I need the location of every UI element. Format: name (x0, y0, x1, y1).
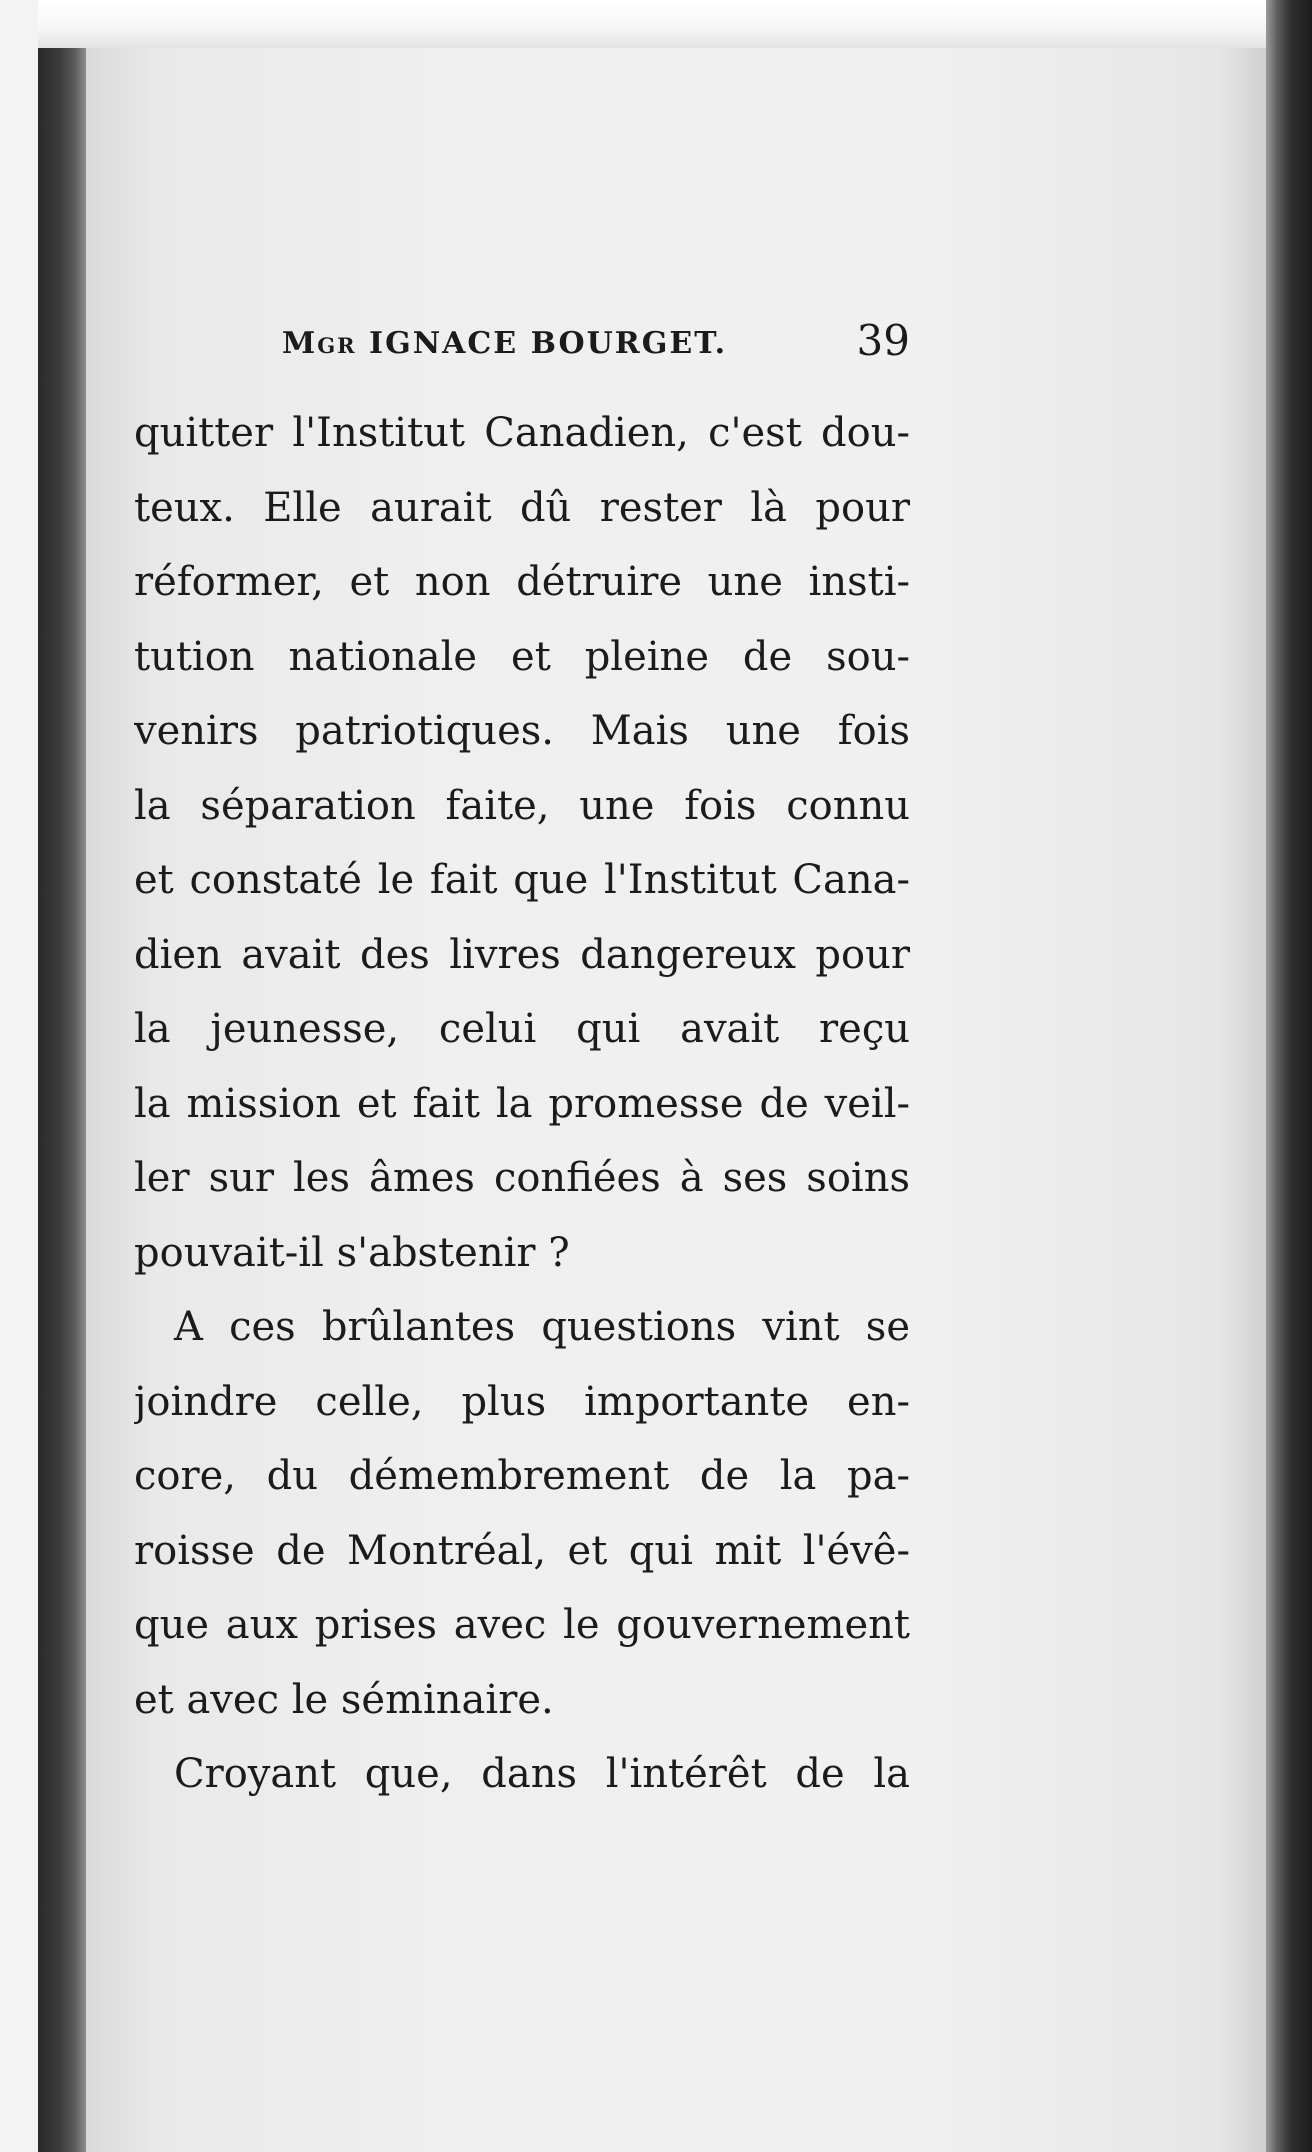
text-line: ler sur les âmes confiées à ses soins (134, 1155, 910, 1201)
text-line: la mission et fait la promesse de veil- (134, 1080, 910, 1127)
page-edge-shadow (1266, 0, 1312, 2152)
text-line: joindre celle, plus importante en- (134, 1378, 910, 1425)
scan-top-edge (38, 0, 1266, 48)
scan-left-margin (0, 0, 38, 2152)
text-line: quitter l'Institut Canadien, c'est dou- (134, 410, 910, 456)
text-line: tution nationale et pleine de sou- (134, 633, 910, 680)
text-line: Croyant que, dans l'intérêt de la (174, 1751, 910, 1797)
text-line: venirs patriotiques. Mais une fois (134, 708, 910, 754)
text-line: pouvait-il s'abstenir ? (134, 1229, 570, 1276)
text-line: A ces brûlantes questions vint se (174, 1304, 910, 1350)
text-line: core, du démembrement de la pa- (134, 1453, 910, 1499)
text-line: réformer, et non détruire une insti- (134, 559, 910, 605)
text-line: teux. Elle aurait dû rester là pour (134, 484, 910, 531)
running-head: Mgr IGNACE BOURGET. (282, 326, 728, 361)
text-line: et avec le séminaire. (134, 1676, 554, 1723)
page-header (134, 316, 910, 386)
text-line: que aux prises avec le gouvernement (134, 1602, 910, 1648)
text-line: la séparation faite, une fois connu (134, 782, 910, 829)
text-line: dien avait des livres dangereux pour (134, 931, 910, 978)
page-number: 39 (856, 316, 910, 365)
page-text-block (134, 316, 910, 1812)
text-line: la jeunesse, celui qui avait reçu (134, 1006, 910, 1052)
text-line: roisse de Montréal, et qui mit l'évê- (134, 1527, 910, 1574)
text-line: et constaté le fait que l'Institut Cana- (134, 857, 910, 903)
book-gutter-shadow (38, 40, 86, 2152)
